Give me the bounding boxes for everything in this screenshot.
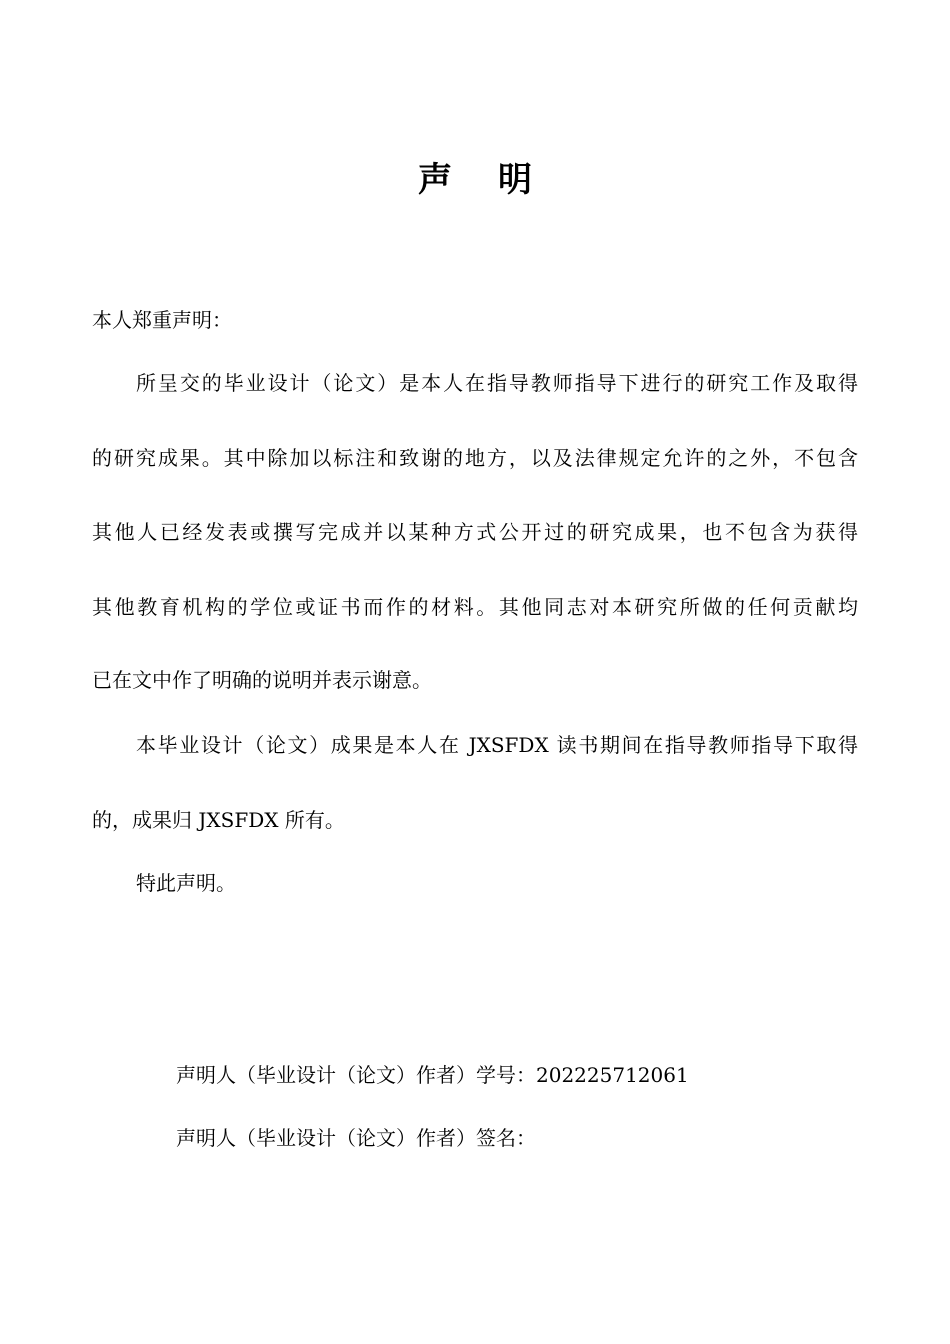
para1-line-2: 的研究成果。其中除加以标注和致谢的地方，以及法律规定允许的之外，不包含 bbox=[92, 446, 858, 470]
para2-line-2: 的，成果归 JXSFDX 所有。 bbox=[92, 808, 345, 832]
signature-line: 声明人（毕业设计（论文）作者）签名： bbox=[176, 1126, 536, 1150]
para1-line-3: 其他人已经发表或撰写完成并以某种方式公开过的研究成果，也不包含为获得 bbox=[92, 520, 858, 544]
intro-line: 本人郑重声明： bbox=[92, 308, 232, 332]
para1-line-5: 已在文中作了明确的说明并表示谢意。 bbox=[92, 668, 432, 692]
closing-line: 特此声明。 bbox=[136, 871, 236, 895]
student-id-line: 声明人（毕业设计（论文）作者）学号：202225712061 bbox=[176, 1063, 689, 1087]
para1-line-4: 其他教育机构的学位或证书而作的材料。其他同志对本研究所做的任何贡献均 bbox=[92, 595, 858, 619]
para2-line-1: 本毕业设计（论文）成果是本人在 JXSFDX 读书期间在指导教师指导下取得 bbox=[136, 733, 858, 757]
page-title: 声明 bbox=[418, 160, 578, 200]
para1-line-1: 所呈交的毕业设计（论文）是本人在指导教师指导下进行的研究工作及取得 bbox=[136, 371, 858, 395]
